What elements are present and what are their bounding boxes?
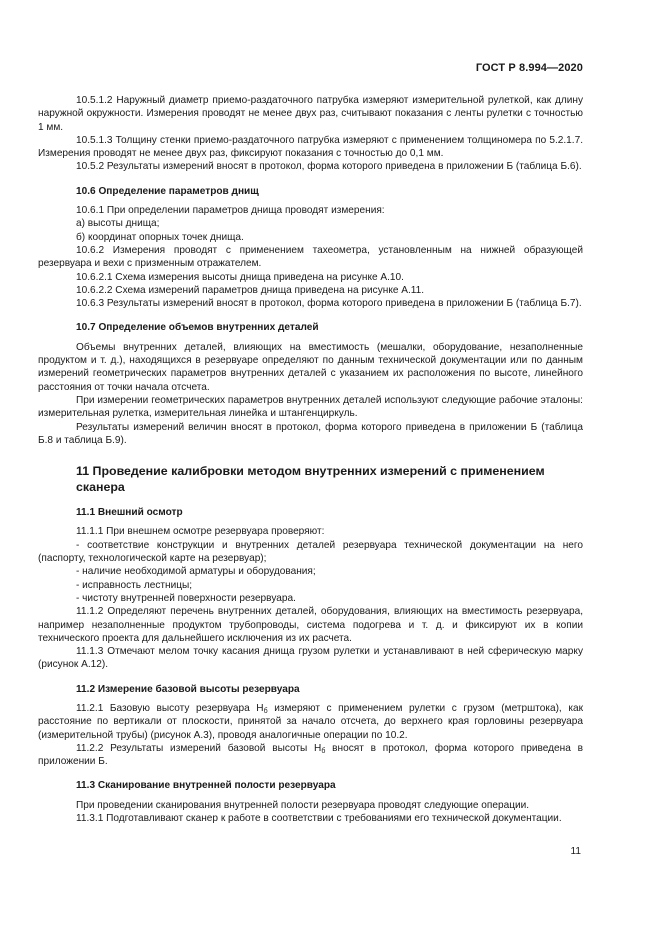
paragraph: 10.6.2 Измерения проводят с применением тахеометра, установленным на нижней образующей резервуара и вехи с призменным отражателем.: [38, 244, 583, 270]
section-heading-10-6: 10.6 Определение параметров днищ: [76, 185, 259, 197]
paragraph: При измерении геометрических параметров внутренних деталей используют следующие рабочие эталоны: измерительная рулетка, измерительная линейка и штангенциркуль.: [38, 394, 583, 420]
text-segment: вносят в протокол, форма которого приведена в приложении Б.: [38, 742, 583, 768]
paragraph: 10.5.1.3 Толщину стенки приемо-раздаточного патрубка измеряют с применением толщиномера по 5.2.1.7. Измерения проводят не менее двух раз, фиксируют показания с точностью до 0,1 мм.: [38, 134, 583, 160]
list-item: - соответствие конструкции и внутренних деталей резервуара технической документации на него (паспорту, технологической карте на резервуар);: [38, 539, 583, 565]
paragraph: При проведении сканирования внутренней полости резервуара проводят следующие операции.: [76, 799, 530, 811]
chapter-heading-11: 11 Проведение калибровки методом внутренних измерений с применением сканера: [76, 464, 545, 494]
subscript: б: [321, 747, 326, 755]
section-heading-11-2: 11.2 Измерение базовой высоты резервуара: [76, 683, 300, 695]
text-segment: 11.2.1 Базовую высоту резервуара H: [76, 702, 264, 714]
section-heading-11-3: 11.3 Сканирование внутренней полости резервуара: [76, 780, 336, 792]
paragraph: 10.6.2.1 Схема измерения высоты днища приведена на рисунке А.10.: [76, 271, 404, 283]
paragraph: 10.6.1 При определении параметров днища проводят измерения:: [76, 205, 385, 217]
text-segment: 11.2.2 Результаты измерений базовой высоты H: [76, 742, 322, 754]
list-item: б) координат опорных точек днища.: [76, 231, 244, 243]
paragraph: 11.1.3 Отмечают мелом точку касания днища грузом рулетки и устанавливают в ней сферическую марку (рисунок А.12).: [38, 646, 583, 671]
page-number: 11: [570, 846, 581, 857]
paragraph: 11.1.2 Определяют перечень внутренних деталей, оборудования, влияющих на вместимость резервуара, например незаполненные продуктом трубопроводы, система подогрева и т. д. и фиксируют их в копии технического проекта для дальнейшего исключения из их расчета.: [38, 606, 583, 644]
list-item: - исправность лестницы;: [76, 579, 193, 591]
subscript: б: [263, 707, 268, 715]
document-body: [38, 94, 583, 825]
paragraph: [38, 742, 583, 769]
list-item: - чистоту внутренней поверхности резервуара.: [76, 592, 296, 604]
paragraph: 10.6.2.2 Схема измерений параметров днища приведена на рисунке А.11.: [76, 284, 425, 296]
section-heading-11-1: 11.1 Внешний осмотр: [76, 507, 183, 519]
paragraph: Объемы внутренних деталей, влияющих на вместимость (мешалки, оборудование, незаполненные продуктом и т. д.), находящихся в резервуаре определяют по данным технической документации или по данным измерений геометрических параметров внутренних деталей с указанием их расположения по высоте, линейного расстояния от точки начала отсчета.: [38, 341, 583, 393]
paragraph: 10.5.1.2 Наружный диаметр приемо-раздаточного патрубка измеряют измерительной рулеткой, как длину наружной окружности. Измерения проводят не менее двух раз, считывают показания с ленты рулетки с точностью 1 мм.: [38, 95, 583, 133]
section-heading-10-7: 10.7 Определение объемов внутренних деталей: [76, 322, 319, 334]
paragraph: 11.1.1 При внешнем осмотре резервуара проверяют:: [76, 526, 325, 538]
text-segment: измеряют с применением рулетки с грузом (метрштока), как расстояние по вертикали от плоскости, принятой за начало отсчета, до верхнего края горловины резервуара (измерительной трубы) (рисунок А.3), проводя аналогичные операции по 10.2.: [38, 702, 583, 741]
paragraph: 10.5.2 Результаты измерений вносят в протокол, форма которого приведена в приложении Б (таблица Б.6).: [76, 161, 582, 173]
paragraph: 10.6.3 Результаты измерений вносят в протокол, форма которого приведена в приложении Б (таблица Б.7).: [76, 298, 582, 310]
paragraph: Результаты измерений величин вносят в протокол, форма которого приведена в приложении Б (таблица Б.8 и таблица Б.9).: [38, 421, 583, 446]
paragraph: [38, 702, 583, 742]
list-item: - наличие необходимой арматуры и оборудования;: [76, 566, 316, 578]
document-id-header: ГОСТ Р 8.994—2020: [475, 62, 583, 74]
paragraph: 11.3.1 Подготавливают сканер к работе в соответствии с требованиями его технической документации.: [76, 813, 562, 825]
list-item: а) высоты днища;: [76, 218, 160, 230]
